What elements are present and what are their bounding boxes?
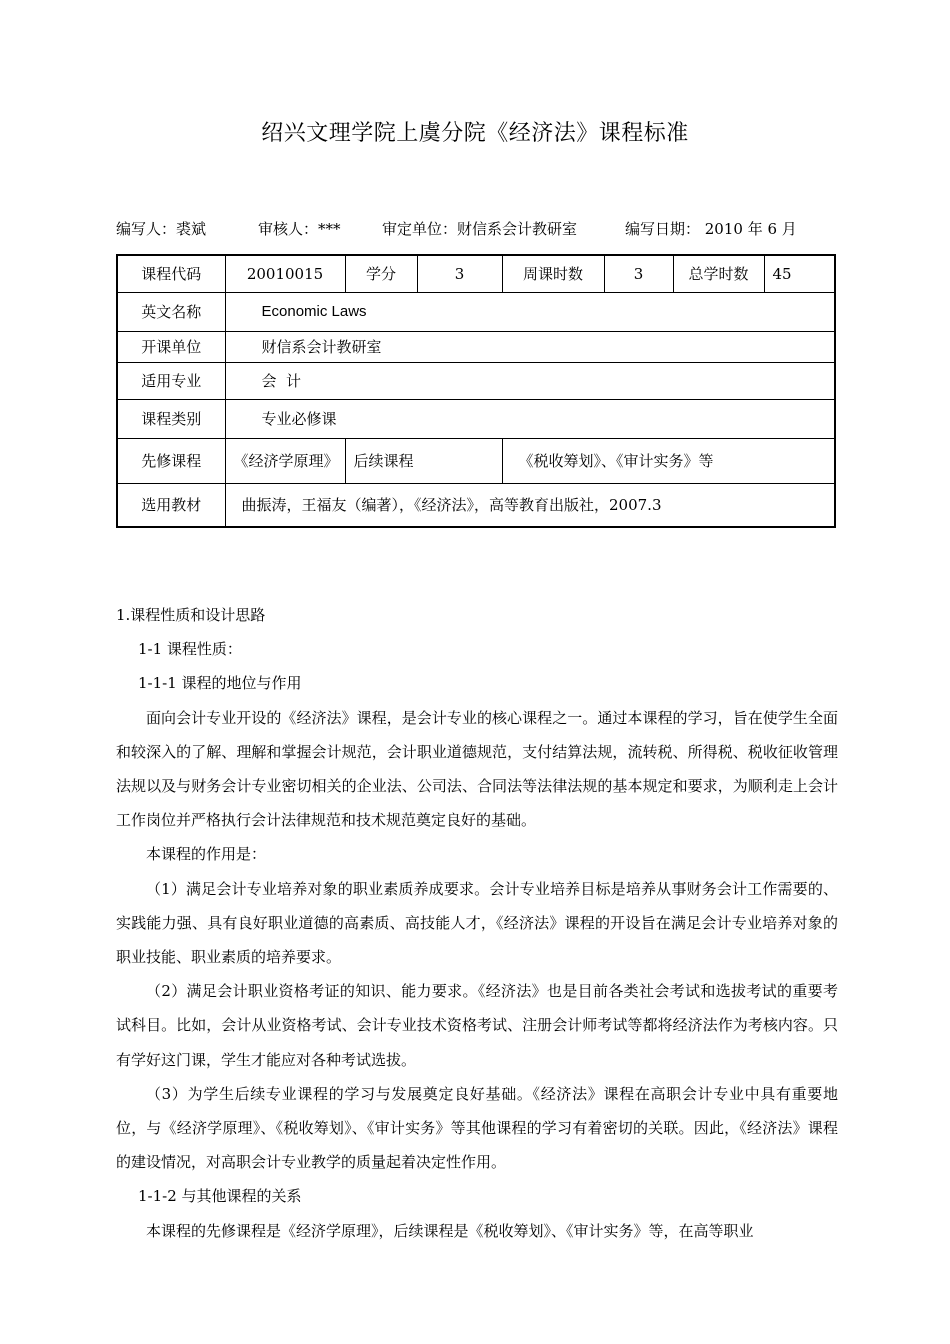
- prerequisite-value: 《经济学原理》: [225, 438, 345, 483]
- weekly-hours-label: 周课时数: [502, 255, 604, 292]
- followup-value: 《税收筹划》、《审计实务》等: [502, 438, 835, 483]
- subsection-heading: 1-1-2 与其他课程的关系: [138, 1187, 302, 1206]
- paragraph: 本课程的先修课程是《经济学原理》，后续课程是《税收筹划》、《审计实务》等，在高等职业: [146, 1221, 754, 1240]
- review-unit: 审定单位：财信系会计教研室: [382, 220, 578, 238]
- category-label: 课程类别: [117, 399, 225, 438]
- paragraph: 面向会计专业开设的《经济法》课程，是会计专业的核心课程之一。通过本课程的学习，旨在使学生全面和较深入的了解、理解和掌握会计规范，会计职业道德规范，支付结算法规，流转税、所得税、税收征收管理法规以及与财务会计专业密切相关的企业法、公司法、合同法等法律法规的基本规定和要求，为顺利走上会计工作岗位并严格执行会计法律规范和技术规范奠定良好的基础。: [116, 708, 838, 830]
- english-name-value: Economic Laws: [225, 292, 835, 331]
- table-row: [117, 255, 835, 292]
- category-value: 专业必修课: [225, 399, 835, 438]
- section-heading: 1.课程性质和设计思路: [116, 606, 266, 624]
- credit-label: 学分: [345, 255, 417, 292]
- table-row: [117, 438, 835, 483]
- course-info-table: [116, 254, 836, 528]
- author: 编写人：裘斌: [116, 220, 207, 238]
- major-label: 适用专业: [117, 362, 225, 399]
- followup-label: 后续课程: [345, 438, 502, 483]
- course-code-value: 20010015: [225, 255, 345, 292]
- paragraph: （1）满足会计专业培养对象的职业素质养成要求。会计专业培养目标是培养从事财务会计工作需要的、实践能力强、具有良好职业道德的高素质、高技能人才，《经济法》课程的开设旨在满足会计专业培养对象的职业技能、职业素质的培养要求。: [116, 879, 838, 967]
- page-title: 绍兴文理学院上虞分院《经济法》课程标准: [261, 121, 689, 146]
- table-row: [117, 331, 835, 362]
- offering-unit-label: 开课单位: [117, 331, 225, 362]
- subsection-heading: 1-1-1 课程的地位与作用: [138, 674, 302, 693]
- prerequisite-label: 先修课程: [117, 438, 225, 483]
- table-row: [117, 362, 835, 399]
- paragraph: （3）为学生后续专业课程的学习与发展奠定良好基础。《经济法》课程在高职会计专业中具有重要地位，与《经济学原理》、《税收筹划》、《审计实务》等其他课程的学习有着密切的关联。因此，《经济法》课程的建设情况，对高职会计专业教学的质量起着决定性作用。: [116, 1084, 838, 1172]
- total-hours-value: 45: [764, 255, 835, 292]
- credit-value: 3: [417, 255, 502, 292]
- paragraph: （2）满足会计职业资格考证的知识、能力要求。《经济法》也是目前各类社会考试和选拔考试的重要考试科目。比如，会计从业资格考试、会计专业技术资格考试、注册会计师考试等都将经济法作为考核内容。只有学好这门课，学生才能应对各种考试选拔。: [116, 982, 838, 1069]
- paragraph: 本课程的作用是：: [146, 845, 267, 864]
- total-hours-label: 总学时数: [673, 255, 764, 292]
- table-row: [117, 399, 835, 438]
- textbook-label: 选用教材: [117, 483, 225, 527]
- english-name-label: 英文名称: [117, 292, 225, 331]
- body-content: [116, 598, 838, 1248]
- textbook-value: 曲振涛，王福友（编著），《经济法》，高等教育出版社，2007.3: [225, 483, 835, 527]
- course-code-label: 课程代码: [117, 255, 225, 292]
- subsection-heading: 1-1 课程性质：: [138, 640, 242, 659]
- reviewer: 审核人：***: [258, 220, 341, 238]
- table-row: [117, 483, 835, 527]
- major-value: 会 计: [225, 362, 835, 399]
- offering-unit-value: 财信系会计教研室: [225, 331, 835, 362]
- compile-date: 编写日期： 2010 年 6 月: [625, 220, 797, 238]
- table-row: [117, 292, 835, 331]
- weekly-hours-value: 3: [604, 255, 673, 292]
